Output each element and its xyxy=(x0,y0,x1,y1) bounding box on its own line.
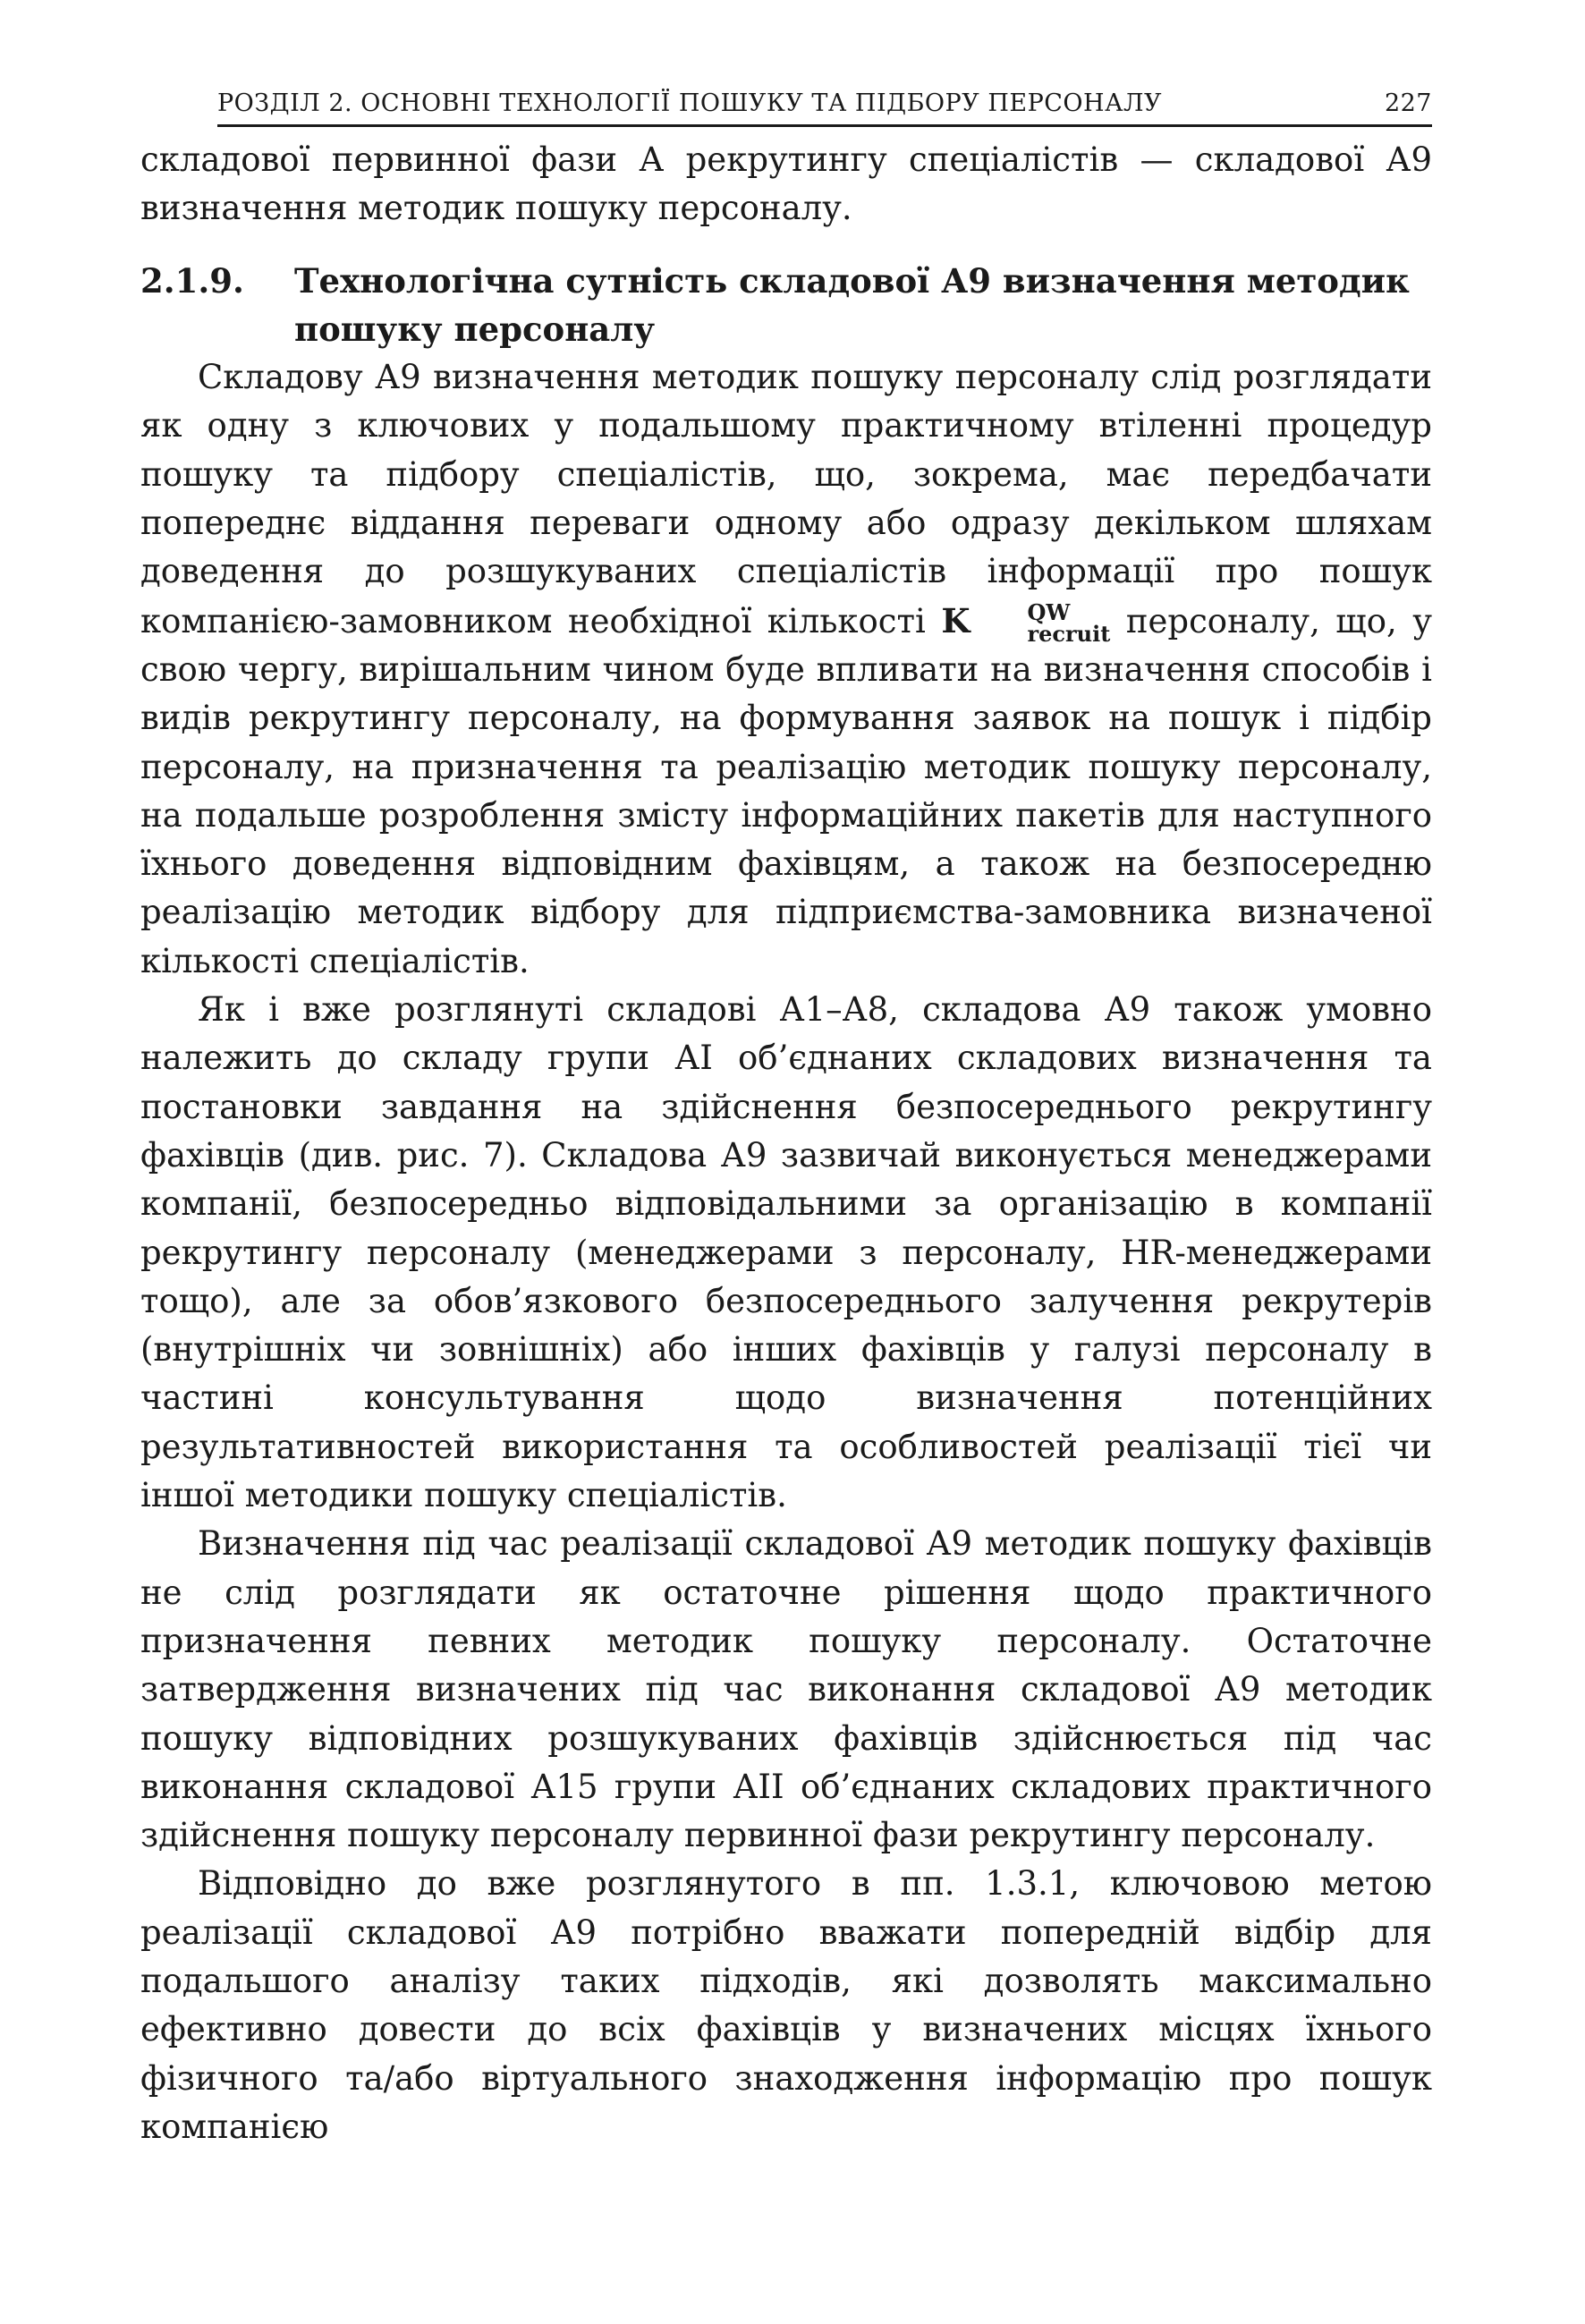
book-page xyxy=(140,89,1432,2151)
intro-paragraph: складової первинної фази А рекрутингу спеціалістів — складової А9 визначення методик пошуку персоналу. xyxy=(140,140,1432,228)
formula-base: K xyxy=(941,600,970,640)
paragraph-4: Відповідно до вже розглянутого в пп. 1.3.1, ключовою метою реалізації складової А9 потрібно вважати попередній відбір для подальшого аналізу таких підходів, які дозволять максимально ефективно довести до всіх фахівців у визначених місцях їхнього фізичного та/або віртуального знаходження інформацію про пошук компанією xyxy=(140,1864,1432,2146)
paragraph-1-part-a: Складову А9 визначення методик пошуку персоналу слід розглядати як одну з ключових у подальшому практичному втіленні процедур пошуку та підбору спеціалістів, що, зокрема, має передбачати попереднє віддання переваги одному або одразу декільком шляхам доведення до розшукуваних спеціалістів інформації про пошук компанією-замовником необхідної кількості xyxy=(140,358,1432,640)
formula-subscript: recruit xyxy=(1027,620,1111,647)
paragraph-2: Як і вже розглянуті складові А1–А8, складова А9 також умовно належить до складу групи АІ об’єднаних складових визначення та постановки завдання на здійснення безпосереднього рекрутингу фахівців (див. рис. 7). Складова А9 зазвичай виконується менеджерами компанії, безпосередньо відповідальними за організацію в компанії рекрутингу персоналу (менеджерами з персоналу, HR-менеджерами тощо), але за обов’язкового безпосереднього залучення рекрутерів (внутрішніх чи зовнішніх) або інших фахівців у галузі персоналу в частині консультування щодо визначення потенційних результативностей використання та особливостей реалізації тієї чи іншої методики пошуку спеціалістів. xyxy=(140,990,1432,1515)
section-title: Технологічна сутність складової А9 визначення методик пошуку персоналу xyxy=(294,260,1410,349)
formula-superscript: QW xyxy=(1027,598,1071,625)
paragraph-1 xyxy=(140,353,1432,986)
paragraph-3: Визначення під час реалізації складової А9 методик пошуку фахівців не слід розглядати як остаточне рішення щодо практичного призначення певних методик пошуку персоналу. Остаточне затвердження визначених під час виконання складової А9 методик пошуку відповідних розшукуваних фахівців здійснюється під час виконання складової А15 групи АІІ об’єднаних складових практичного здійснення пошуку персоналу первинної фази рекрутингу персоналу. xyxy=(140,1524,1432,1855)
paragraph-1-part-b: персоналу, що, у свою чергу, вирішальним чином буде впливати на визначення способів і видів рекрутингу персоналу, на формування заявок на пошук і підбір персоналу, на призначення та реалізацію методик пошуку персоналу, на подальше розроблення змісту інформаційних пакетів для наступного їхнього доведення відповідним фахівцям, а також на безпосередню реалізацію методик відбору для підприємства-замовника визначеної кількості спеціалістів. xyxy=(140,601,1433,980)
running-title: РОЗДІЛ 2. ОСНОВНІ ТЕХНОЛОГІЇ ПОШУКУ ТА ПІДБОРУ ПЕРСОНАЛУ xyxy=(217,89,1163,117)
section-heading xyxy=(140,257,1432,354)
page-number: 227 xyxy=(1384,89,1432,117)
formula-symbol xyxy=(941,598,1111,647)
running-header xyxy=(217,89,1432,127)
page-content xyxy=(140,136,1432,2151)
section-number: 2.1.9. xyxy=(140,260,244,301)
